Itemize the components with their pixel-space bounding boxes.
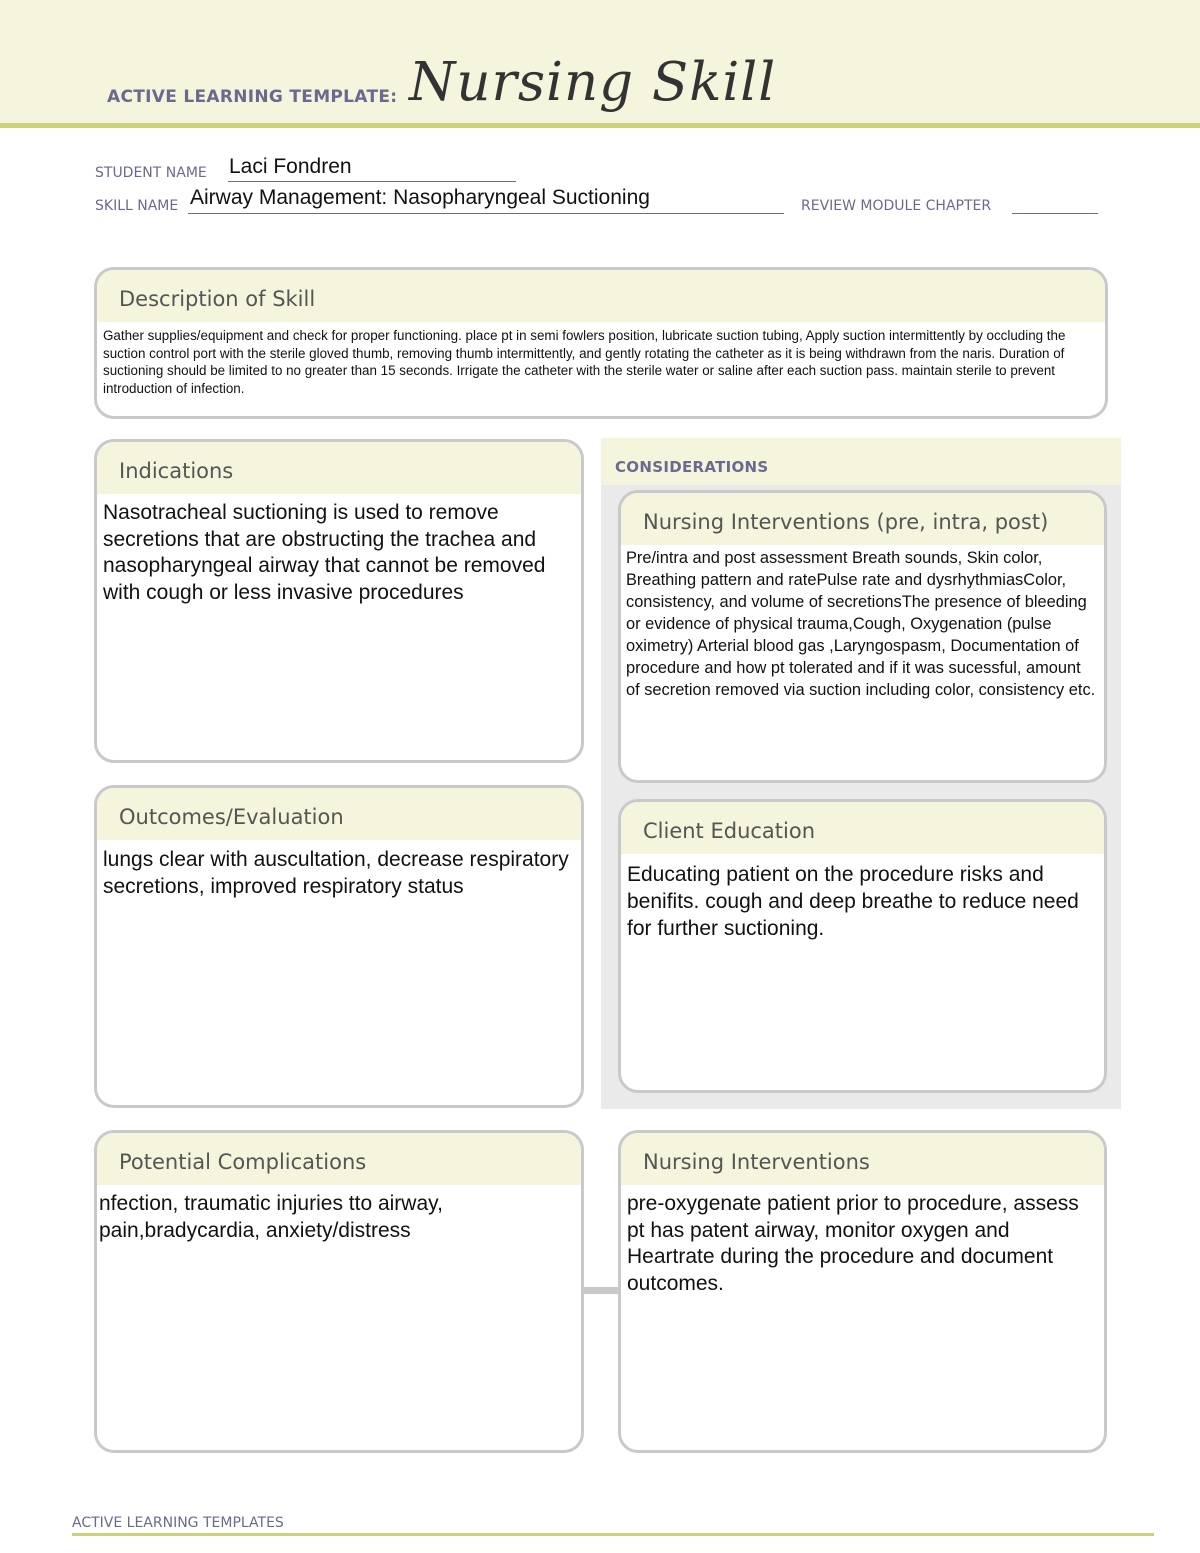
student-name-line xyxy=(228,181,516,182)
skill-name-field[interactable]: Airway Management: Nasopharyngeal Suctioning xyxy=(190,186,650,209)
nursing-interventions-text[interactable]: pre-oxygenate patient prior to procedure, assess pt has patent airway, monitor oxygen and Heartrate during the procedure and document outcomes. xyxy=(627,1192,1079,1295)
header-rule xyxy=(0,123,1200,128)
potential-complications-box xyxy=(94,1130,584,1453)
indications-box xyxy=(94,439,584,763)
description-box xyxy=(94,267,1108,419)
potential-complications-title: Potential Complications xyxy=(97,1133,581,1185)
nursing-interventions-pre-box xyxy=(618,490,1107,783)
outcomes-box xyxy=(94,785,584,1108)
considerations-label: CONSIDERATIONS xyxy=(615,458,769,476)
nursing-interventions-title: Nursing Interventions xyxy=(621,1133,1104,1185)
template-title: Nursing Skill xyxy=(409,52,777,113)
skill-name-line xyxy=(188,213,784,214)
student-name-label: STUDENT NAME xyxy=(95,165,207,181)
description-text[interactable]: Gather supplies/equipment and check for proper functioning. place pt in semi fowlers position, lubricate suction tubing, Apply suction intermittently by occluding the suction control port with the sterile gloved thumb, removing thumb intermittently, and gently rotating the catheter as it is being withdrawn from the naris. Duration of suctioning should be limited to no greater than 15 seconds. Irrigate the catheter with the sterile water or saline after each suction pass. maintain sterile to prevent introduction of infection. xyxy=(103,328,1066,396)
nursing-interventions-pre-title: Nursing Interventions (pre, intra, post) xyxy=(621,493,1104,545)
client-education-box xyxy=(618,799,1107,1093)
skill-name-label: SKILL NAME xyxy=(95,198,179,214)
indications-text[interactable]: Nasotracheal suctioning is used to remove secretions that are obstructing the trachea and nasopharyngeal airway that cannot be removed with cough or less invasive procedures xyxy=(103,501,546,604)
outcomes-title: Outcomes/Evaluation xyxy=(97,788,581,840)
indications-title: Indications xyxy=(97,442,581,494)
review-module-line xyxy=(1012,213,1098,214)
footer-label: ACTIVE LEARNING TEMPLATES xyxy=(72,1515,284,1531)
nursing-interventions-box xyxy=(618,1130,1107,1453)
template-prefix: ACTIVE LEARNING TEMPLATE: xyxy=(107,87,398,107)
connector-bar xyxy=(582,1287,622,1294)
nursing-interventions-pre-text[interactable]: Pre/intra and post assessment Breath sounds, Skin color, Breathing pattern and ratePulse rate and dysrhythmiasColor, consistency, and volume of secretionsThe presence of bleeding or evidence of physical trauma,Cough, Oxygenation (pulse oximetry) Arterial blood gas ,Laryngospasm, Documentation of procedure and how pt tolerated and if it was sucessful, amount of secretion removed via suction including color, consistency etc. xyxy=(626,549,1096,699)
client-education-text[interactable]: Educating patient on the procedure risks and benifits. cough and deep breathe to reduce need for further suctioning. xyxy=(627,863,1079,940)
client-education-title: Client Education xyxy=(621,802,1104,854)
potential-complications-text[interactable]: nfection, traumatic injuries tto airway, pain,bradycardia, anxiety/distress xyxy=(99,1192,443,1242)
student-name-field[interactable]: Laci Fondren xyxy=(229,155,352,178)
review-module-label: REVIEW MODULE CHAPTER xyxy=(801,198,992,214)
footer-rule xyxy=(72,1533,1154,1536)
description-title: Description of Skill xyxy=(97,270,1105,322)
outcomes-text[interactable]: lungs clear with auscultation, decrease respiratory secretions, improved respiratory status xyxy=(103,848,569,898)
